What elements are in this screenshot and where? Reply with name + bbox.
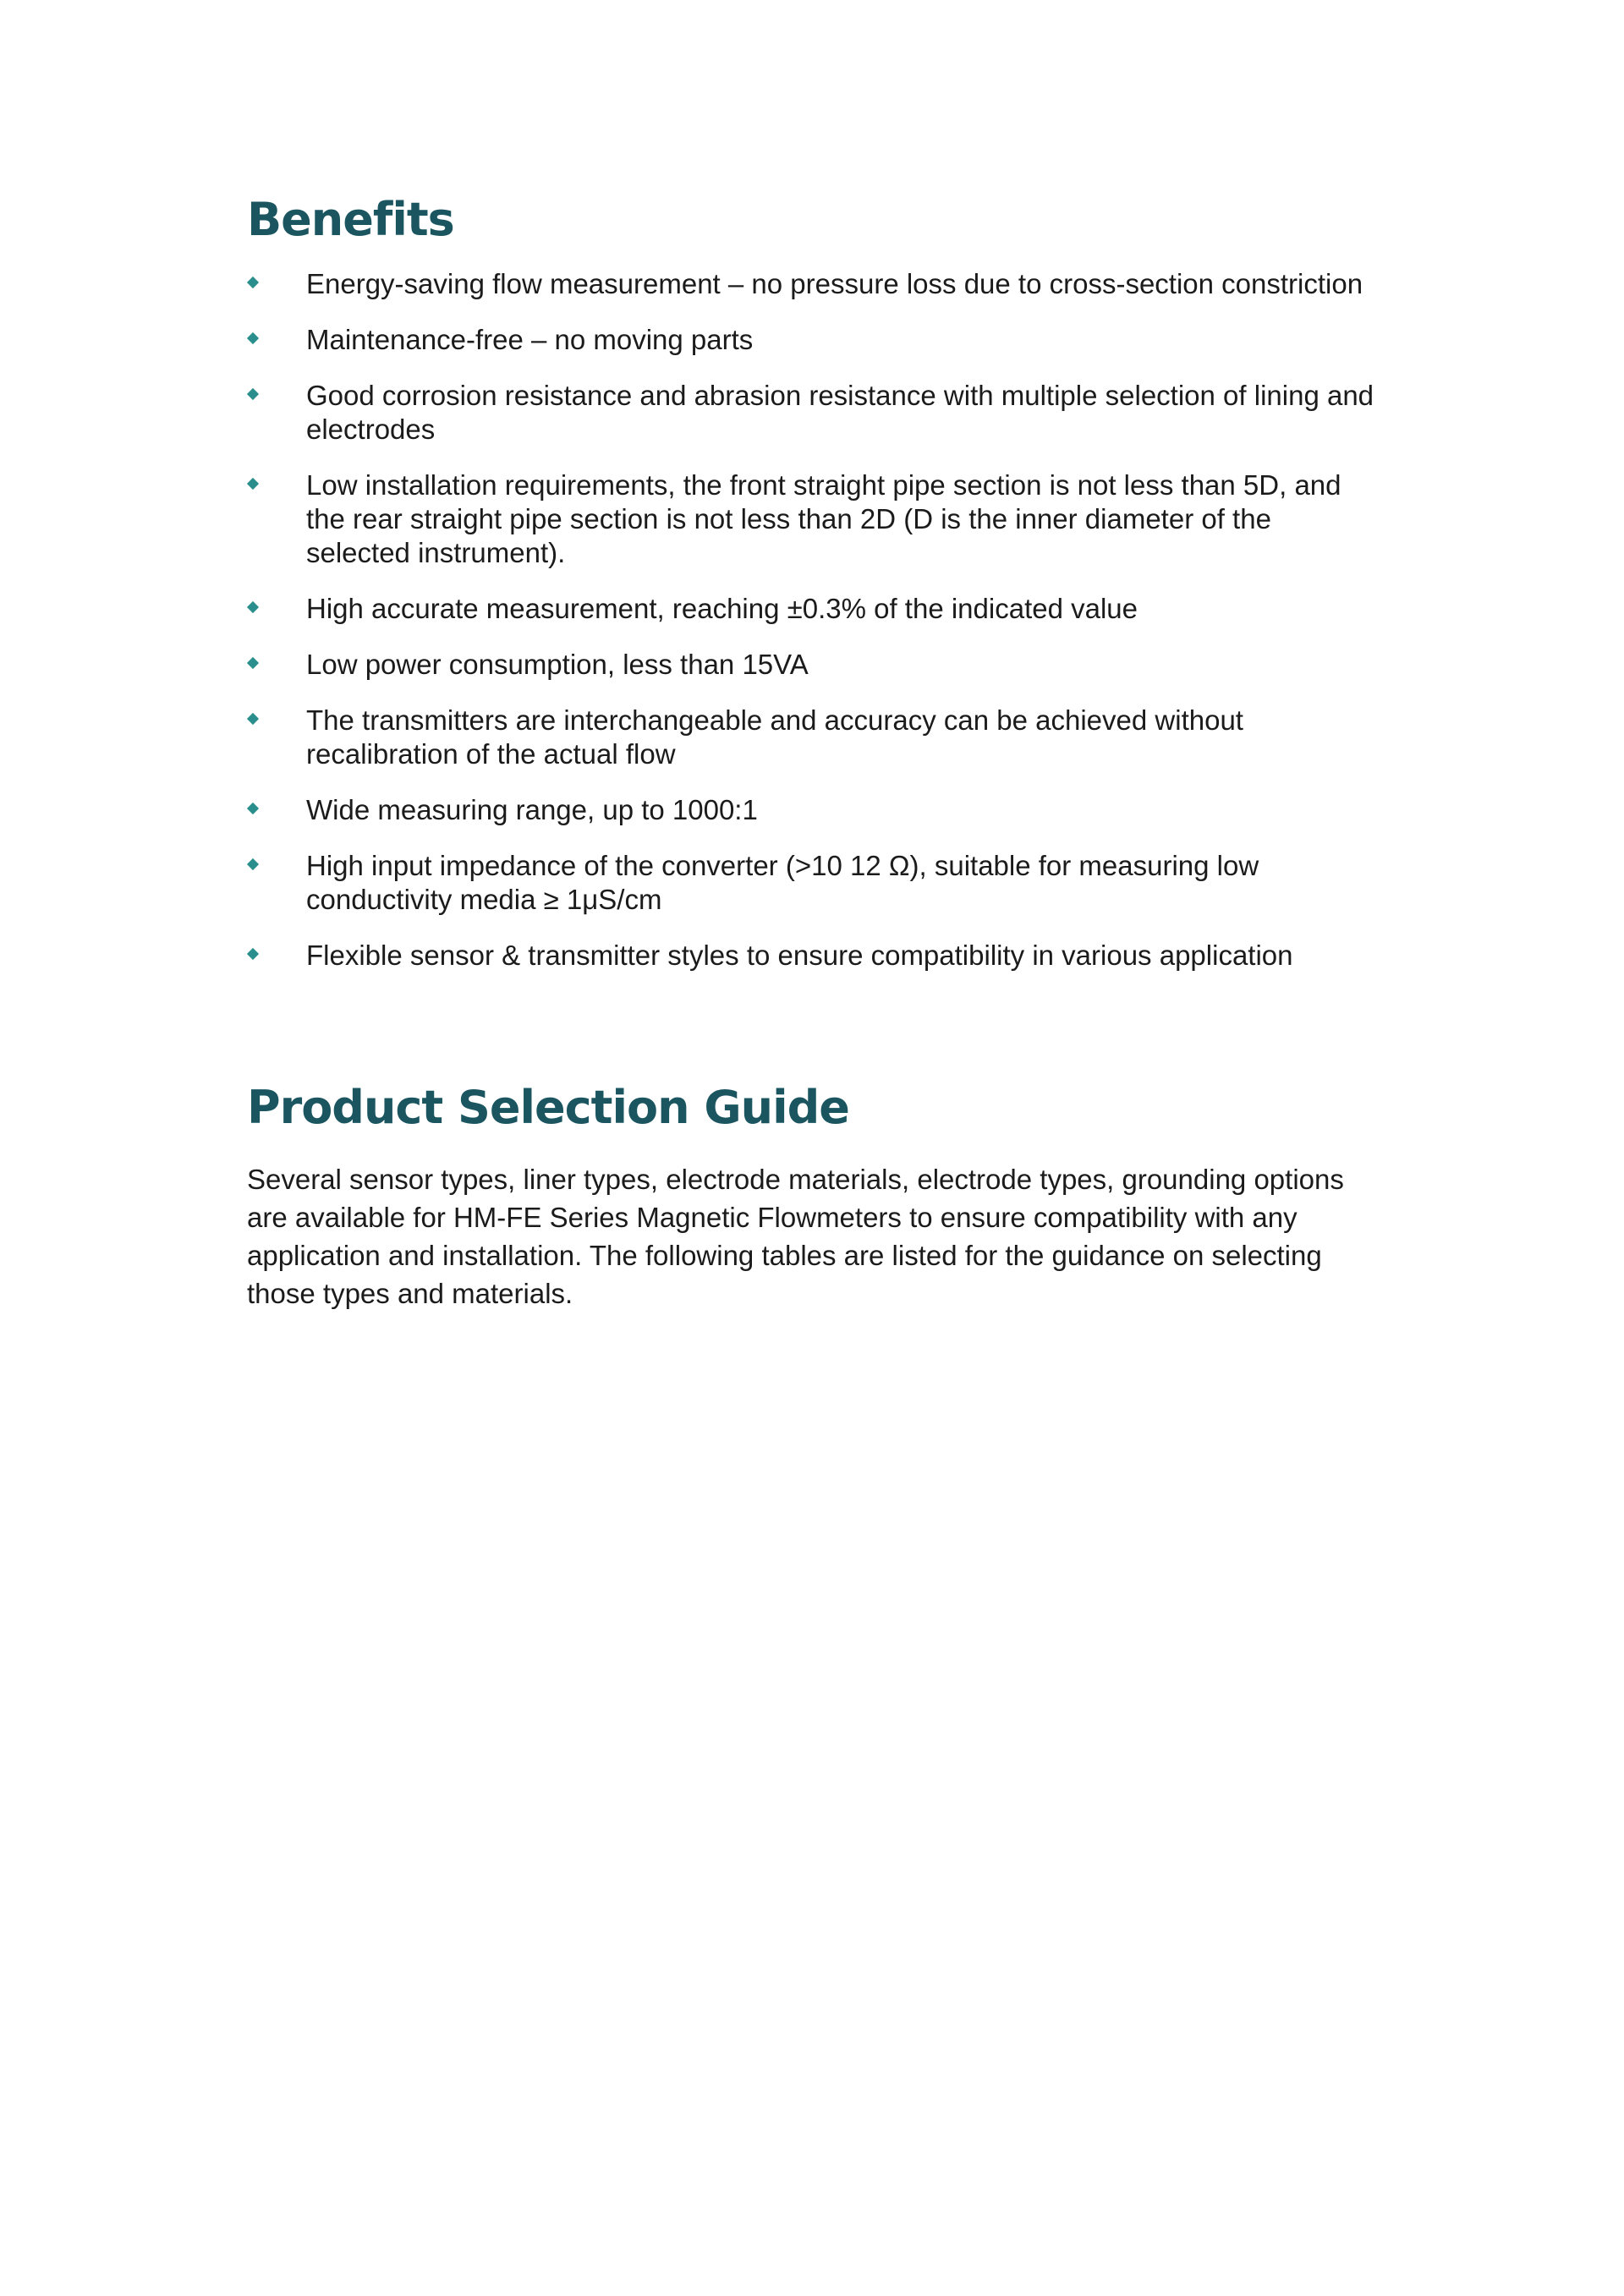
list-item xyxy=(247,592,1380,626)
diamond-bullet-icon xyxy=(247,948,259,960)
diamond-bullet-icon xyxy=(247,478,259,490)
list-item-text: Good corrosion resistance and abrasion resistance with multiple selection of lining and electrodes xyxy=(306,380,1374,445)
list-item-text: High accurate measurement, reaching ±0.3% of the indicated value xyxy=(306,593,1138,624)
list-item-text: Low power consumption, less than 15VA xyxy=(306,649,809,680)
list-item-text: Wide measuring range, up to 1000:1 xyxy=(306,794,758,825)
list-item xyxy=(247,704,1380,771)
benefits-heading: Benefits xyxy=(247,193,454,246)
product-selection-guide-paragraph: Several sensor types, liner types, electrode materials, electrode types, grounding options are available for HM-FE Series Magnetic Flowmeters to ensure compatibility with any application and installation. The following tables are listed for the guidance on selecting those types and materials. xyxy=(247,1164,1344,1309)
diamond-bullet-icon xyxy=(247,858,259,870)
diamond-bullet-icon xyxy=(247,388,259,400)
diamond-bullet-icon xyxy=(247,332,259,344)
list-item xyxy=(247,379,1380,447)
benefits-list xyxy=(247,267,1380,973)
list-item xyxy=(247,939,1380,973)
benefits-section xyxy=(247,193,1380,973)
list-item xyxy=(247,267,1380,301)
list-item-text: Maintenance-free – no moving parts xyxy=(306,324,754,355)
diamond-bullet-icon xyxy=(247,713,259,725)
product-selection-guide-heading: Product Selection Guide xyxy=(247,1081,849,1134)
list-item-text: Energy-saving flow measurement – no pressure loss due to cross-section constriction xyxy=(306,268,1363,299)
product-selection-guide-section xyxy=(247,1081,1380,1312)
list-item-text: Flexible sensor & transmitter styles to ensure compatibility in various application xyxy=(306,940,1293,971)
diamond-bullet-icon xyxy=(247,657,259,669)
list-item-text: High input impedance of the converter (>10 12 Ω), suitable for measuring low conductivity media ≥ 1μS/cm xyxy=(306,850,1259,915)
list-item-text: The transmitters are interchangeable and accuracy can be achieved without recalibration of the actual flow xyxy=(306,704,1243,770)
list-item-text: Low installation requirements, the front straight pipe section is not less than 5D, and the rear straight pipe section is not less than 2D (D is the inner diameter of the selected instrument). xyxy=(306,469,1341,568)
diamond-bullet-icon xyxy=(247,277,259,288)
list-item xyxy=(247,323,1380,357)
diamond-bullet-icon xyxy=(247,601,259,613)
page-content xyxy=(247,193,1380,1312)
list-item xyxy=(247,469,1380,570)
list-item xyxy=(247,793,1380,827)
list-item xyxy=(247,648,1380,682)
list-item xyxy=(247,849,1380,917)
diamond-bullet-icon xyxy=(247,803,259,814)
